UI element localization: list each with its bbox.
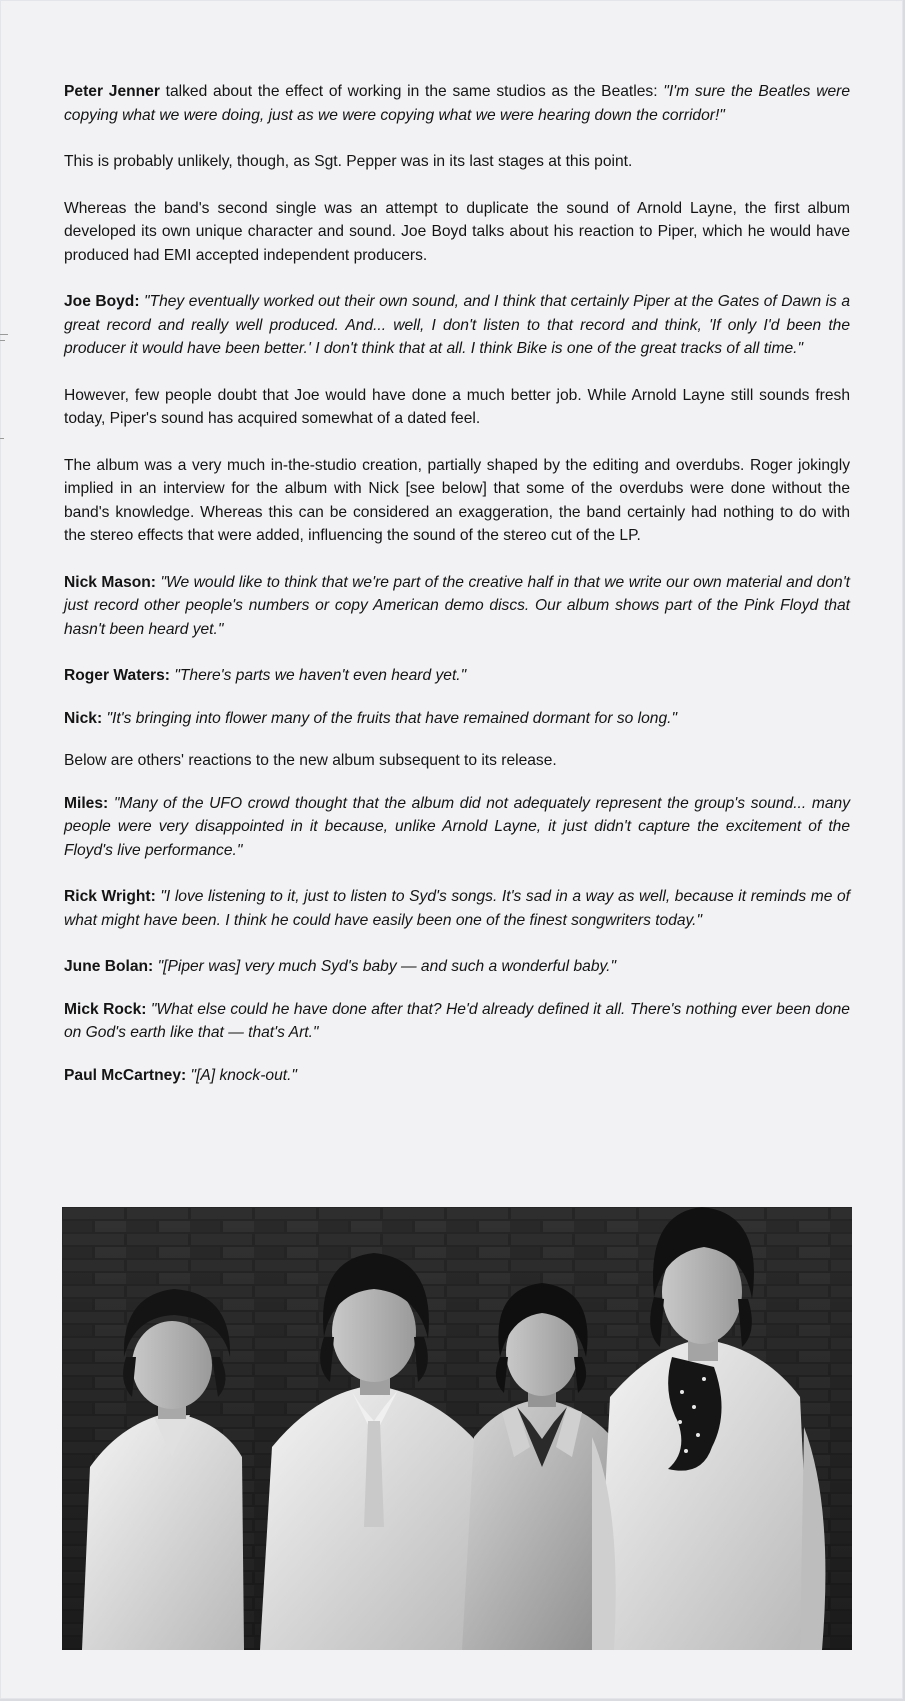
speaker-name: Joe Boyd: [64, 293, 140, 310]
speaker-name: Rick Wright: [64, 888, 156, 905]
quote-text: "I love listening to it, just to listen to Syd's songs. It's sad in a way as well, because it reminds me of what might have been. I think he could have easily been one of the finest songwriters today." [64, 888, 850, 929]
paragraph-mick-rock-quote [64, 998, 850, 1045]
paragraph-nick-quote [64, 707, 850, 731]
band-photo [62, 1207, 852, 1650]
paragraph-paul-mccartney-quote [64, 1064, 850, 1088]
speaker-name: June Bolan: [64, 958, 154, 975]
paragraph-others-reactions: Below are others' reactions to the new album subsequent to its release. [64, 752, 557, 769]
quote-text: "Many of the UFO crowd thought that the album did not adequately represent the group's sound... many people were very disappointed in it because, unlike Arnold Layne, it just didn't capture the excitement of the Floyd's live performance." [64, 794, 850, 859]
paragraph-rick-wright-quote [64, 885, 850, 932]
quote-text: "I'm sure the Beatles were copying what we were doing, just as we were copying what we were hearing down the corridor!" [64, 83, 850, 124]
paragraph-sgt-pepper: This is probably unlikely, though, as Sgt. Pepper was in its last stages at this point. [64, 153, 633, 170]
paragraph-nick-mason-quote [64, 571, 850, 642]
quote-text: "What else could he have done after that? He'd already defined it all. There's nothing ever been done on God's earth like that — that's Art." [64, 1000, 850, 1041]
band-photo-illustration [62, 1207, 852, 1650]
paragraph-joe-boyd-quote [64, 290, 850, 361]
paragraph-june-bolan-quote [64, 955, 850, 979]
speaker-name: Nick Mason: [64, 573, 157, 591]
article-body [64, 80, 850, 1110]
speaker-name: Roger Waters: [64, 667, 170, 684]
paragraph-miles-quote [64, 792, 850, 863]
speaker-name: Mick Rock: [64, 1000, 147, 1018]
speaker-name: Peter Jenner [64, 83, 160, 100]
paragraph-dated-feel: However, few people doubt that Joe would have done a much better job. While Arnold Layne still sounds fresh today, Piper's sound has acquired somewhat of a dated feel. [64, 386, 850, 427]
scan-edge-mark [0, 340, 5, 341]
paragraph-roger-waters-quote [64, 664, 850, 688]
quote-text: "They eventually worked out their own sound, and I think that certainly Piper at the Gates of Dawn is a great record and really well produced. And... well, I don't listen to that record and think, 'If only I'd been the producer it would have been better.' I don't think that at all. I think Bike is one of the great tracks of all time." [64, 293, 850, 357]
paragraph-text: talked about the effect of working in the same studios as the Beatles: [159, 83, 664, 100]
speaker-name: Miles: [64, 794, 109, 812]
paragraph-second-single: Whereas the band's second single was an attempt to duplicate the sound of Arnold Layne, the first album developed its own unique character and sound. Joe Boyd talks about his reaction to Piper, which he would have produced had EMI accepted independent producers. [64, 199, 850, 264]
quote-text: "There's parts we haven't even heard yet." [174, 667, 467, 684]
scan-edge-mark [0, 438, 4, 439]
speaker-name: Nick: [64, 709, 103, 727]
speaker-name: Paul McCartney: [64, 1066, 187, 1084]
quote-text: "It's bringing into flower many of the fruits that have remained dormant for so long." [106, 709, 677, 727]
scan-edge-mark [0, 334, 8, 335]
quote-text: "We would like to think that we're part of the creative half in that we write our own material and don't just record other people's numbers or copy American demo discs. Our album shows part of the Pink Floyd that hasn't been heard yet." [64, 573, 850, 638]
quote-text: "[Piper was] very much Syd's baby — and such a wonderful baby." [157, 958, 616, 975]
paragraph-studio-creation: The album was a very much in-the-studio creation, partially shaped by the editing and overdubs. Roger jokingly implied in an interview for the album with Nick [see below] that some of the overdubs were done without the band's knowledge. Whereas this can be considered an exaggeration, the band certainly had nothing to do with the stereo effects that were added, influencing the sound of the stereo cut of the LP. [64, 456, 850, 544]
paragraph-peter-jenner [64, 80, 850, 127]
quote-text: "[A] knock-out." [190, 1066, 297, 1084]
